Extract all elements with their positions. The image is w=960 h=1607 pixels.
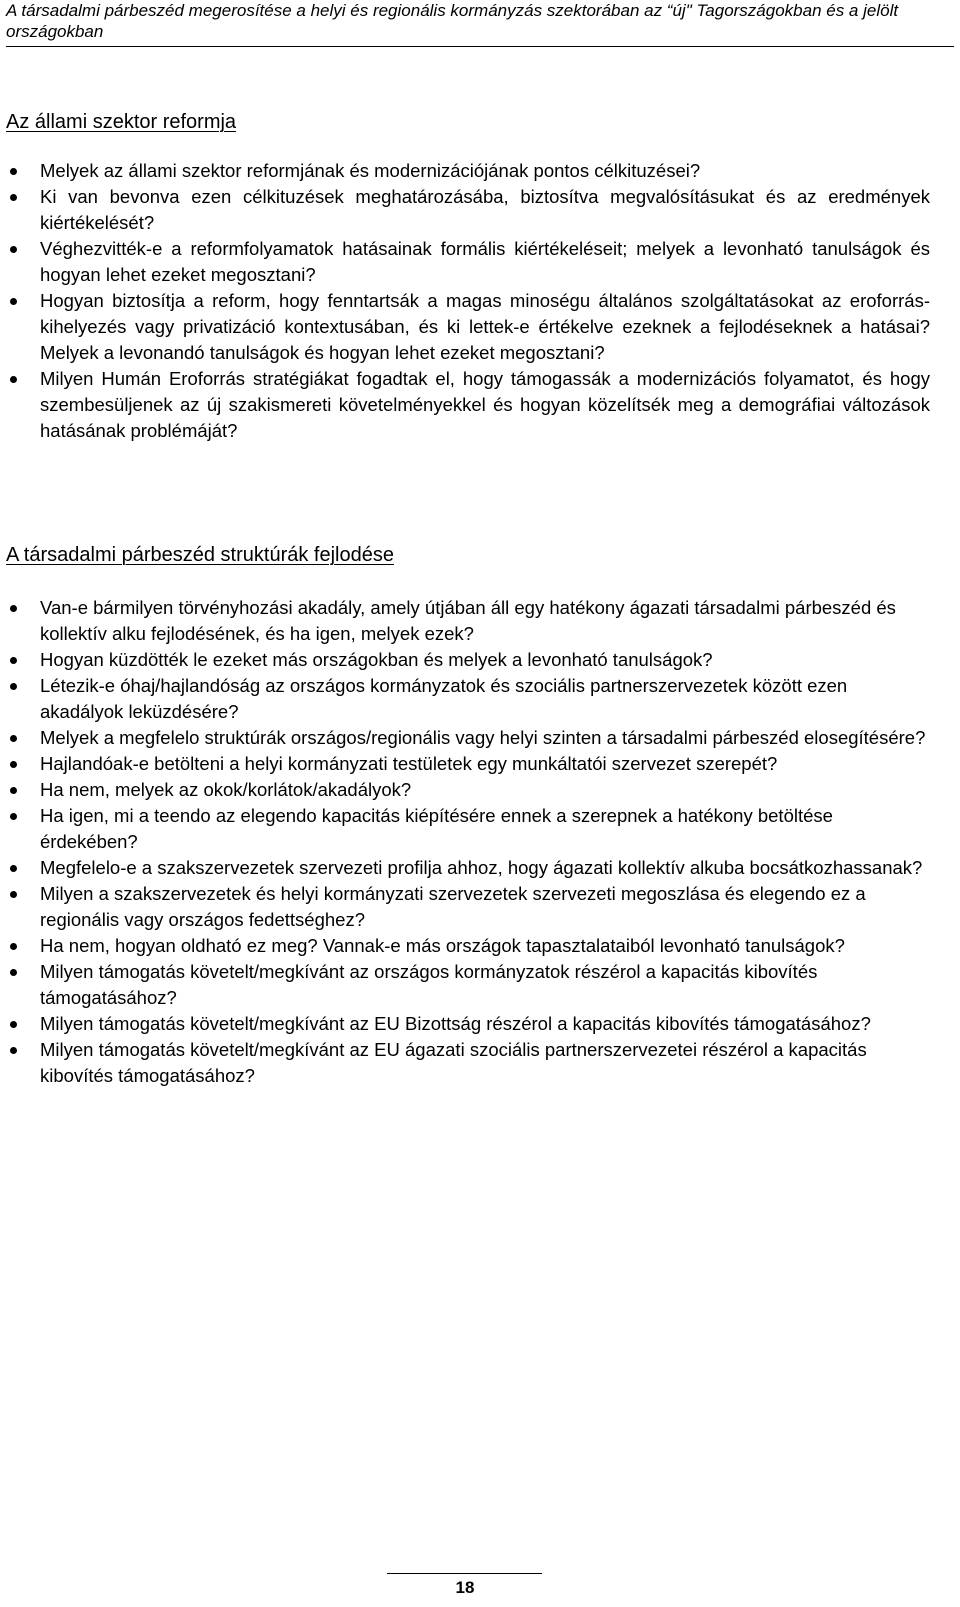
list-item: Milyen támogatás követelt/megkívánt az EU Bizottság részérol a kapacitás kibovítés támogatásához? xyxy=(0,1011,960,1037)
list-item: Ha nem, melyek az okok/korlátok/akadályok? xyxy=(0,777,960,803)
list-item: Milyen támogatás követelt/megkívánt az EU ágazati szociális partnerszervezetei részérol a kapacitás kibovítés támogatásához? xyxy=(0,1037,960,1089)
list-item: Milyen Humán Eroforrás stratégiákat fogadtak el, hogy támogassák a modernizációs folyamatot, és hogy szembesüljenek az új szakismereti követelményekkel és hogyan közelítsék meg a demográfiai változások hatásának problémáját? xyxy=(0,366,960,444)
list-item: Ha nem, hogyan oldható ez meg? Vannak-e más országok tapasztalataiból levonható tanulságok? xyxy=(0,933,960,959)
list-item: Melyek az állami szektor reformjának és modernizációjának pontos célkituzései? xyxy=(0,158,960,184)
bullet-list-public-sector-reform xyxy=(0,158,960,444)
section-title-social-dialogue-structures: A társadalmi párbeszéd struktúrák fejlodése xyxy=(6,544,394,566)
list-item: Melyek a megfelelo struktúrák országos/regionális vagy helyi szinten a társadalmi párbeszéd elosegítésére? xyxy=(0,725,960,751)
section-title-public-sector-reform: Az állami szektor reformja xyxy=(6,111,237,133)
page-header: A társadalmi párbeszéd megerosítése a helyi és regionális kormányzás szektorában az “új" Tagországokban és a jelölt országokban xyxy=(6,0,954,47)
bullet-list-social-dialogue-structures xyxy=(0,595,960,1089)
list-item: Van-e bármilyen törvényhozási akadály, amely útjában áll egy hatékony ágazati társadalmi párbeszéd és kollektív alku fejlodésének, és ha igen, melyek ezek? xyxy=(0,595,960,647)
list-item: Megfelelo-e a szakszervezetek szervezeti profilja ahhoz, hogy ágazati kollektív alkuba bocsátkozhassanak? xyxy=(0,855,960,881)
list-item: Ha igen, mi a teendo az elegendo kapacitás kiépítésére ennek a szerepnek a hatékony betöltése érdekében? xyxy=(0,803,960,855)
list-item: Milyen támogatás követelt/megkívánt az országos kormányzatok részérol a kapacitás kibovítés támogatásához? xyxy=(0,959,960,1011)
page-number xyxy=(0,1575,930,1599)
list-item: Hogyan biztosítja a reform, hogy fenntartsák a magas minoségu általános szolgáltatásokat az eroforrás-kihelyezés vagy privatizáció kontextusában, és ki lettek-e értékelve ezeknek a fejlodéseknek a hatásai? Melyek a levonandó tanulságok és hogyan lehet ezeket megosztani? xyxy=(0,288,960,366)
footer-divider xyxy=(387,1573,542,1574)
list-item: Hogyan küzdötték le ezeket más országokban és melyek a levonható tanulságok? xyxy=(0,647,960,673)
list-item: Létezik-e óhaj/hajlandóság az országos kormányzatok és szociális partnerszervezetek között ezen akadályok leküzdésére? xyxy=(0,673,960,725)
list-item: Milyen a szakszervezetek és helyi kormányzati szervezetek szervezeti megoszlása és elegendo ez a regionális vagy országos fedettséghez? xyxy=(0,881,960,933)
page-number-label: 18 xyxy=(455,1578,475,1597)
list-item: Hajlandóak-e betölteni a helyi kormányzati testületek egy munkáltatói szervezet szerepét? xyxy=(0,751,960,777)
list-item: Véghezvitték-e a reformfolyamatok hatásainak formális kiértékeléseit; melyek a levonható tanulságok és hogyan lehet ezeket megosztani? xyxy=(0,236,960,288)
list-item: Ki van bevonva ezen célkituzések meghatározásába, biztosítva megvalósításukat és az eredmények kiértékelését? xyxy=(0,184,960,236)
